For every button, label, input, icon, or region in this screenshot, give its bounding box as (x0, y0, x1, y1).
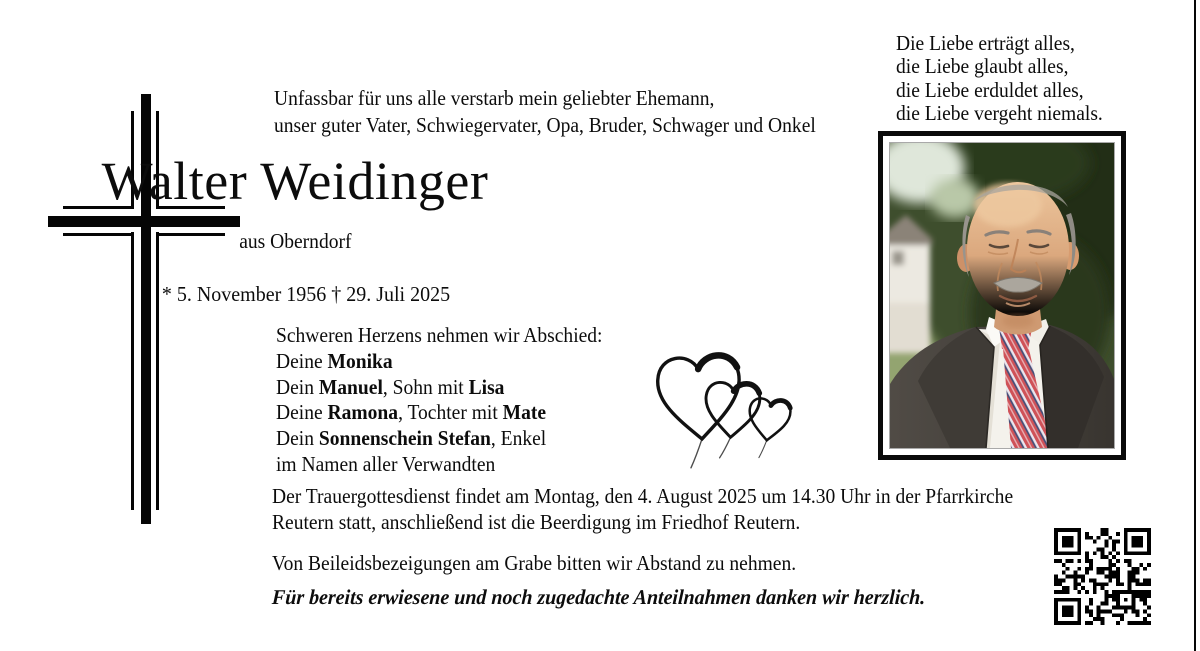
hearts-icon (643, 336, 813, 472)
qr-code (1053, 528, 1152, 625)
farewell-heading: Schweren Herzens nehmen wir Abschied: (276, 323, 603, 347)
mourner-line: im Namen aller Verwandten (276, 451, 496, 476)
mourner-line: Dein Manuel, Sohn mit Lisa (276, 374, 505, 399)
service-line: Reutern statt, anschließend ist die Beerdigung im Friedhof Reutern. (272, 510, 801, 535)
deceased-name: Walter Weidinger (101, 151, 489, 211)
poem-line: die Liebe glaubt alles, (896, 54, 1069, 79)
thanks-line: Für bereits erwiesene und noch zugedachte Anteilnahmen danken wir herzlich. (271, 585, 926, 609)
service-line: Der Trauergottesdienst findet am Montag, den 4. August 2025 um 14.30 Uhr in der Pfarrkirche (272, 484, 1014, 508)
mourner-line: Deine Ramona, Tochter mit Mate (276, 400, 547, 425)
intro-text (274, 85, 857, 139)
poem-line: die Liebe vergeht niemals. (896, 101, 1103, 126)
intro-line: unser guter Vater, Schwiegervater, Opa, Bruder, Schwager und Onkel (274, 113, 816, 137)
poem-text (896, 32, 1118, 126)
mourners-block (276, 323, 627, 478)
condolence-note: Von Beileidsbezeigungen am Grabe bitten wir Abstand zu nehmen. (272, 551, 797, 575)
portrait-frame (878, 131, 1126, 460)
poem-line: die Liebe erduldet alles, (896, 77, 1084, 102)
intro-line: Unfassbar für uns alle verstarb mein geliebter Ehemann, (274, 86, 715, 110)
mourner-line: Dein Sonnenschein Stefan, Enkel (276, 426, 547, 451)
column-divider (1194, 0, 1196, 651)
life-dates: * 5. November 1956 † 29. Juli 2025 (161, 282, 450, 306)
portrait-photo (889, 142, 1115, 449)
service-details (272, 483, 1069, 536)
poem-line: Die Liebe erträgt alles, (896, 31, 1075, 55)
mourner-line: Deine Monika (276, 348, 393, 373)
origin-text: aus Oberndorf (238, 229, 352, 253)
